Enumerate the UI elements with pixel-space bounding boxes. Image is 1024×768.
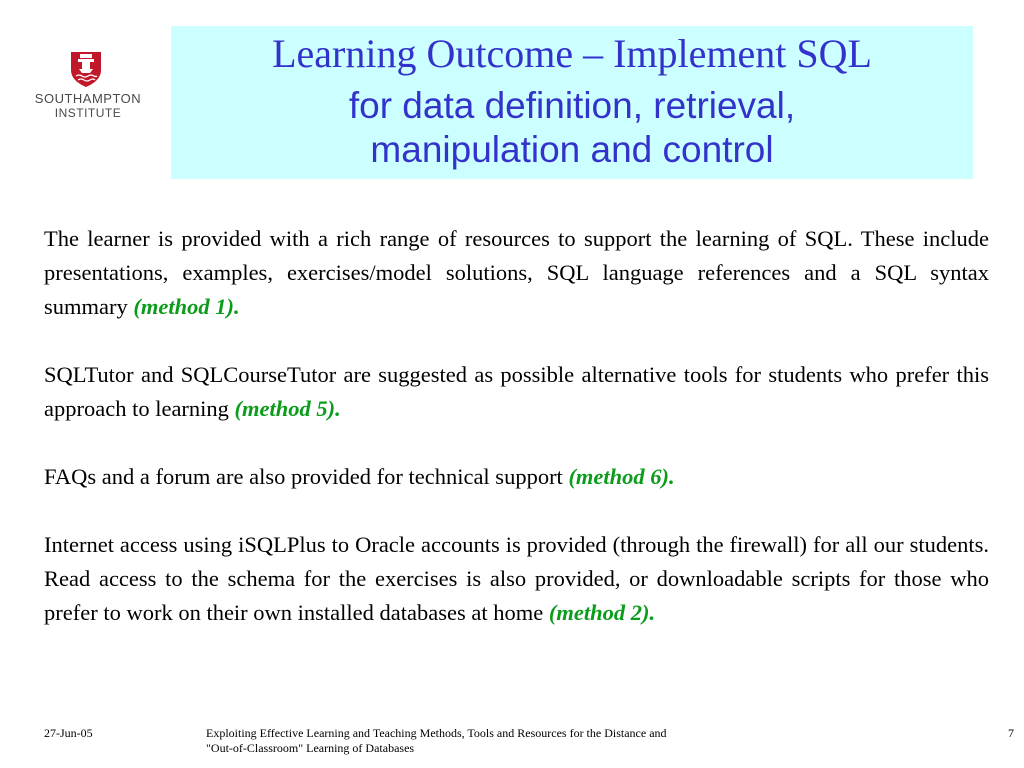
method-label: (method 5).: [234, 396, 341, 421]
paragraph-support: [44, 460, 989, 494]
paragraph-text: The learner is provided with a rich range of resources to support the learning of SQL. These include presentations, examples, exercises/model solutions, SQL language references and a SQL syntax summary: [44, 226, 989, 319]
slide-body: [44, 222, 989, 664]
shield-icon: [69, 50, 103, 88]
slide-title-line1: Learning Outcome – Implement SQL: [272, 31, 872, 76]
logo-text-line1: SOUTHAMPTON: [34, 91, 142, 106]
footer-title-line1: Exploiting Effective Learning and Teaching Methods, Tools and Resources for the Distance and: [206, 726, 667, 740]
paragraph-text: FAQs and a forum are also provided for technical support: [44, 464, 569, 489]
paragraph-internet-access: [44, 528, 989, 630]
slide-title-box: [171, 26, 973, 179]
method-label: (method 6).: [568, 464, 675, 489]
paragraph-resources: [44, 222, 989, 324]
logo-text-line2: INSTITUTE: [54, 106, 122, 120]
footer-title-line2: "Out-of-Classroom" Learning of Databases: [206, 741, 415, 755]
footer-date: 27-Jun-05: [44, 726, 93, 740]
slide-title-line3: manipulation and control: [370, 129, 774, 170]
paragraph-text: SQLTutor and SQLCourseTutor are suggested as possible alternative tools for students who prefer this approach to learning: [44, 362, 989, 421]
method-label: (method 1).: [133, 294, 240, 319]
slide-title-line2: for data definition, retrieval,: [348, 85, 796, 126]
paragraph-tutors: [44, 358, 989, 426]
page-number: 7: [1008, 726, 1014, 740]
southampton-institute-logo: [18, 50, 158, 125]
paragraph-text: Internet access using iSQLPlus to Oracle accounts is provided (through the firewall) for all our students. Read access to the schema for the exercises is also provided, or downloadable scripts for those who prefer to work on their own installed databases at home: [44, 532, 989, 625]
method-label: (method 2).: [548, 600, 656, 625]
footer-title: [206, 726, 806, 756]
